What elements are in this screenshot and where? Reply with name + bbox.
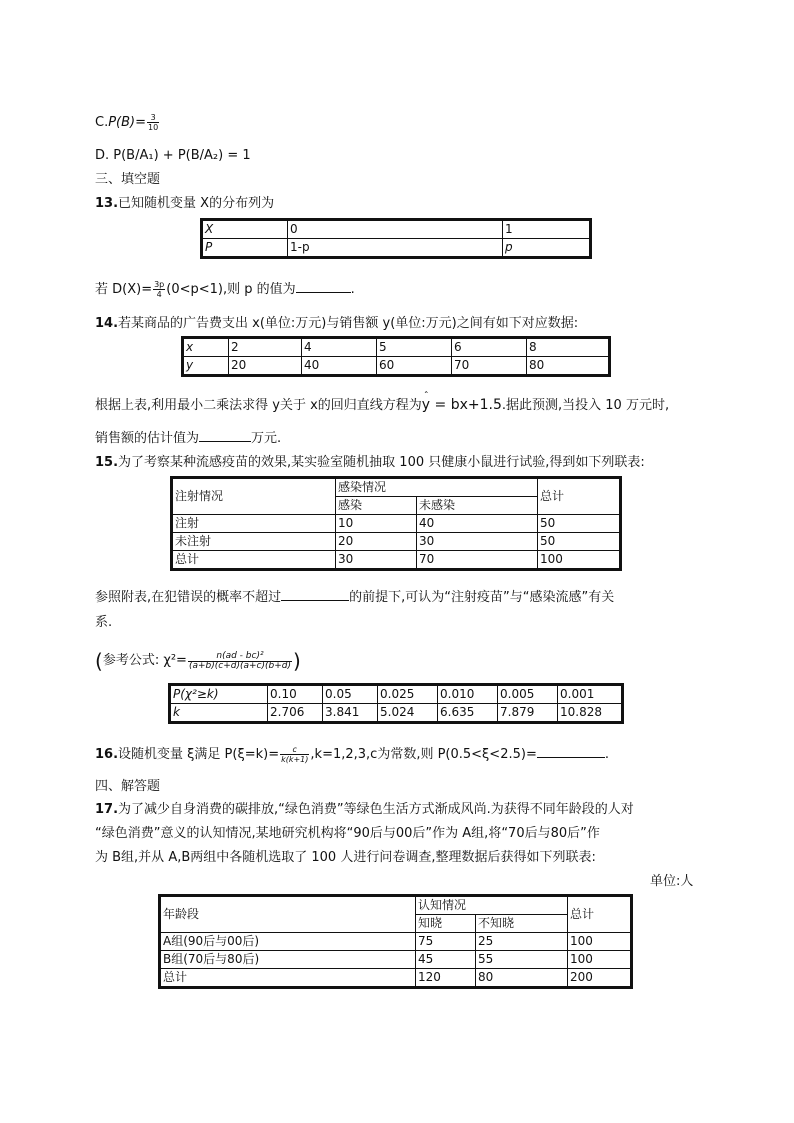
table-row xyxy=(160,951,632,969)
table-header-cell: 未感染 xyxy=(417,497,538,515)
table-cell: 75 xyxy=(416,933,476,951)
option-c-denominator: 10 xyxy=(148,123,159,132)
table-row xyxy=(160,896,632,915)
table-cell: 60 xyxy=(377,357,452,376)
table-row xyxy=(183,357,610,376)
q15-number: 15. xyxy=(95,455,119,470)
q15-answer-blank[interactable] xyxy=(281,588,349,601)
q17-line1-text: 为了减少自身消费的碳排放,“绿色消费”等绿色生活方式渐成风尚.为获得不同年龄段的人对 xyxy=(118,802,634,817)
q13-cond-post: (0<p<1),则 p 的值为 xyxy=(166,282,296,297)
open-paren: ( xyxy=(95,649,103,673)
table-header-cell: 感染情况 xyxy=(336,478,538,497)
q13-frac-num: 3p xyxy=(154,280,165,289)
q14-line1-post: .据此预测,当投入 10 万元时, xyxy=(501,398,670,413)
section-fill-heading: 三、填空题 xyxy=(95,172,161,187)
q16-pre: 设随机变量 ξ满足 P(ξ=k)= xyxy=(118,747,280,762)
table-cell: 10 xyxy=(336,515,417,533)
q13-stem xyxy=(95,194,274,214)
option-c xyxy=(95,113,160,133)
table-cell: 总计 xyxy=(160,969,416,988)
q13-number: 13. xyxy=(95,196,119,211)
q14-number: 14. xyxy=(95,316,119,331)
q14-line2 xyxy=(95,429,281,449)
q16-frac-den: k(k+1) xyxy=(281,755,309,764)
q15-reference-table xyxy=(168,683,624,724)
table-header-cell: 感染 xyxy=(336,497,417,515)
table-cell: 0.05 xyxy=(323,685,378,704)
table-cell: 2 xyxy=(229,338,302,357)
table-cell: 120 xyxy=(416,969,476,988)
table-header-cell: 总计 xyxy=(568,896,632,933)
table-header-cell: 年龄段 xyxy=(160,896,416,933)
table-cell: 50 xyxy=(538,533,621,551)
q13-table xyxy=(200,218,592,259)
table-cell: 40 xyxy=(302,357,377,376)
q15-after-line2: 系. xyxy=(95,615,113,630)
table-row xyxy=(172,533,621,551)
table-row xyxy=(160,933,632,951)
table-cell: 1-p xyxy=(288,239,503,258)
table-cell: 70 xyxy=(417,551,538,570)
q14-line2-pre: 销售额的估计值为 xyxy=(95,431,200,446)
table-header-cell: 知晓 xyxy=(416,915,476,933)
close-paren: ) xyxy=(293,649,301,673)
table-header-cell: 注射情况 xyxy=(172,478,336,515)
q13-text: 已知随机变量 X的分布列为 xyxy=(118,196,275,211)
q17-table xyxy=(158,894,633,989)
table-cell: 0.025 xyxy=(378,685,438,704)
table-cell: X xyxy=(202,220,288,239)
table-cell: 未注射 xyxy=(172,533,336,551)
table-cell: P xyxy=(202,239,288,258)
q16-stem xyxy=(95,745,609,765)
table-cell: k xyxy=(170,704,268,723)
option-c-numerator: 3 xyxy=(147,113,159,123)
q15-after-pre: 参照附表,在犯错误的概率不超过 xyxy=(95,590,282,605)
table-cell: 2.706 xyxy=(268,704,323,723)
table-cell: 20 xyxy=(229,357,302,376)
option-c-expr: P(B)= xyxy=(108,115,147,130)
table-row xyxy=(170,704,623,723)
q15-formula-label: 参考公式: χ²= xyxy=(102,653,187,668)
q16-answer-blank[interactable] xyxy=(537,745,605,758)
table-cell: 0.10 xyxy=(268,685,323,704)
table-cell: 6.635 xyxy=(438,704,498,723)
q17-line2: “绿色消费”意义的认知情况,某地研究机构将“90后与00后”作为 A组,将“70后与80后”作 xyxy=(95,826,600,841)
q15-after-post: 的前提下,可认为“注射疫苗”与“感染流感”有关 xyxy=(349,590,615,605)
q16-fraction xyxy=(280,745,309,764)
q14-line1 xyxy=(95,395,669,416)
q14-equation: ˆ y = bx+1.5 xyxy=(422,395,502,415)
q17-line1 xyxy=(95,800,634,820)
q13-fraction xyxy=(153,280,165,299)
table-cell: 50 xyxy=(538,515,621,533)
table-header-cell: 总计 xyxy=(538,478,621,515)
table-cell: 30 xyxy=(417,533,538,551)
q14-line1-pre: 根据上表,利用最小二乘法求得 y关于 x的回归直线方程为 xyxy=(95,398,422,413)
table-cell: 3.841 xyxy=(323,704,378,723)
table-cell: 7.879 xyxy=(498,704,558,723)
q14-table xyxy=(181,336,611,377)
q15-formula-den: (a+b)(c+d)(a+c)(b+d) xyxy=(188,660,291,671)
q17-number: 17. xyxy=(95,802,119,817)
q16-frac-num: c xyxy=(280,745,309,755)
table-cell: 4 xyxy=(302,338,377,357)
table-cell: 80 xyxy=(527,357,610,376)
q15-stem xyxy=(95,453,645,473)
table-cell: 80 xyxy=(476,969,568,988)
q16-number: 16. xyxy=(95,747,119,762)
table-cell: 70 xyxy=(452,357,527,376)
table-cell: 100 xyxy=(538,551,621,570)
section-answer-heading: 四、解答题 xyxy=(95,779,161,794)
table-header-cell: 不知晓 xyxy=(476,915,568,933)
table-cell: 45 xyxy=(416,951,476,969)
option-d: D. P(B/A₁) + P(B/A₂) = 1 xyxy=(95,148,251,163)
table-cell: 总计 xyxy=(172,551,336,570)
q14-stem xyxy=(95,314,578,334)
option-c-prefix: C. xyxy=(95,115,109,130)
table-cell: 0.005 xyxy=(498,685,558,704)
q14-line2-post: 万元. xyxy=(251,431,282,446)
table-cell: x xyxy=(183,338,229,357)
q13-answer-blank[interactable] xyxy=(296,280,351,293)
q16-post: ,k=1,2,3,c为常数,则 P(0.5<ξ<2.5)= xyxy=(310,747,537,762)
table-cell: 0.010 xyxy=(438,685,498,704)
table-cell: B组(70后与80后) xyxy=(160,951,416,969)
table-cell: 40 xyxy=(417,515,538,533)
q14-answer-blank[interactable] xyxy=(199,429,251,442)
table-row xyxy=(172,478,621,497)
table-cell: A组(90后与00后) xyxy=(160,933,416,951)
q15-table xyxy=(170,476,622,571)
option-c-fraction xyxy=(147,113,159,132)
table-row xyxy=(202,220,591,239)
q15-text: 为了考察某种流感疫苗的效果,某实验室随机抽取 100 只健康小鼠进行试验,得到如下列联表: xyxy=(118,455,645,470)
q17-line3: 为 B组,并从 A,B两组中各随机选取了 100 人进行问卷调查,整理数据后获得如下列联表: xyxy=(95,850,596,865)
table-row xyxy=(183,338,610,357)
table-cell: 0.001 xyxy=(558,685,623,704)
table-cell: 30 xyxy=(336,551,417,570)
table-cell: 6 xyxy=(452,338,527,357)
table-cell: 1 xyxy=(503,220,591,239)
table-cell: 25 xyxy=(476,933,568,951)
table-row xyxy=(160,969,632,988)
q17-unit: 单位:人 xyxy=(650,874,694,889)
q13-condition xyxy=(95,280,355,300)
q16-end: . xyxy=(604,747,609,762)
q14-text: 若某商品的广告费支出 x(单位:万元)与销售额 y(单位:万元)之间有如下对应数据: xyxy=(118,316,579,331)
table-cell: P(χ²≥k) xyxy=(170,685,268,704)
table-cell: 注射 xyxy=(172,515,336,533)
table-row xyxy=(172,551,621,570)
table-row xyxy=(170,685,623,704)
table-cell: p xyxy=(503,239,591,258)
table-header-cell: 认知情况 xyxy=(416,896,568,915)
q15-formula xyxy=(95,646,301,677)
table-cell: 10.828 xyxy=(558,704,623,723)
table-cell: 55 xyxy=(476,951,568,969)
table-row xyxy=(172,515,621,533)
table-cell: 5 xyxy=(377,338,452,357)
table-cell: 100 xyxy=(568,951,632,969)
q13-frac-den: 4 xyxy=(156,290,162,299)
q13-cond-pre: 若 D(X)= xyxy=(95,282,153,297)
table-cell: 0 xyxy=(288,220,503,239)
q15-formula-num: n(ad - bc)² xyxy=(188,652,292,662)
table-cell: y xyxy=(183,357,229,376)
table-cell: 100 xyxy=(568,933,632,951)
table-cell: 8 xyxy=(527,338,610,357)
q15-after-line1 xyxy=(95,588,614,608)
table-cell: 5.024 xyxy=(378,704,438,723)
q15-formula-fraction xyxy=(188,652,292,671)
q13-end: . xyxy=(350,282,355,297)
table-cell: 200 xyxy=(568,969,632,988)
table-cell: 20 xyxy=(336,533,417,551)
table-row xyxy=(202,239,591,258)
